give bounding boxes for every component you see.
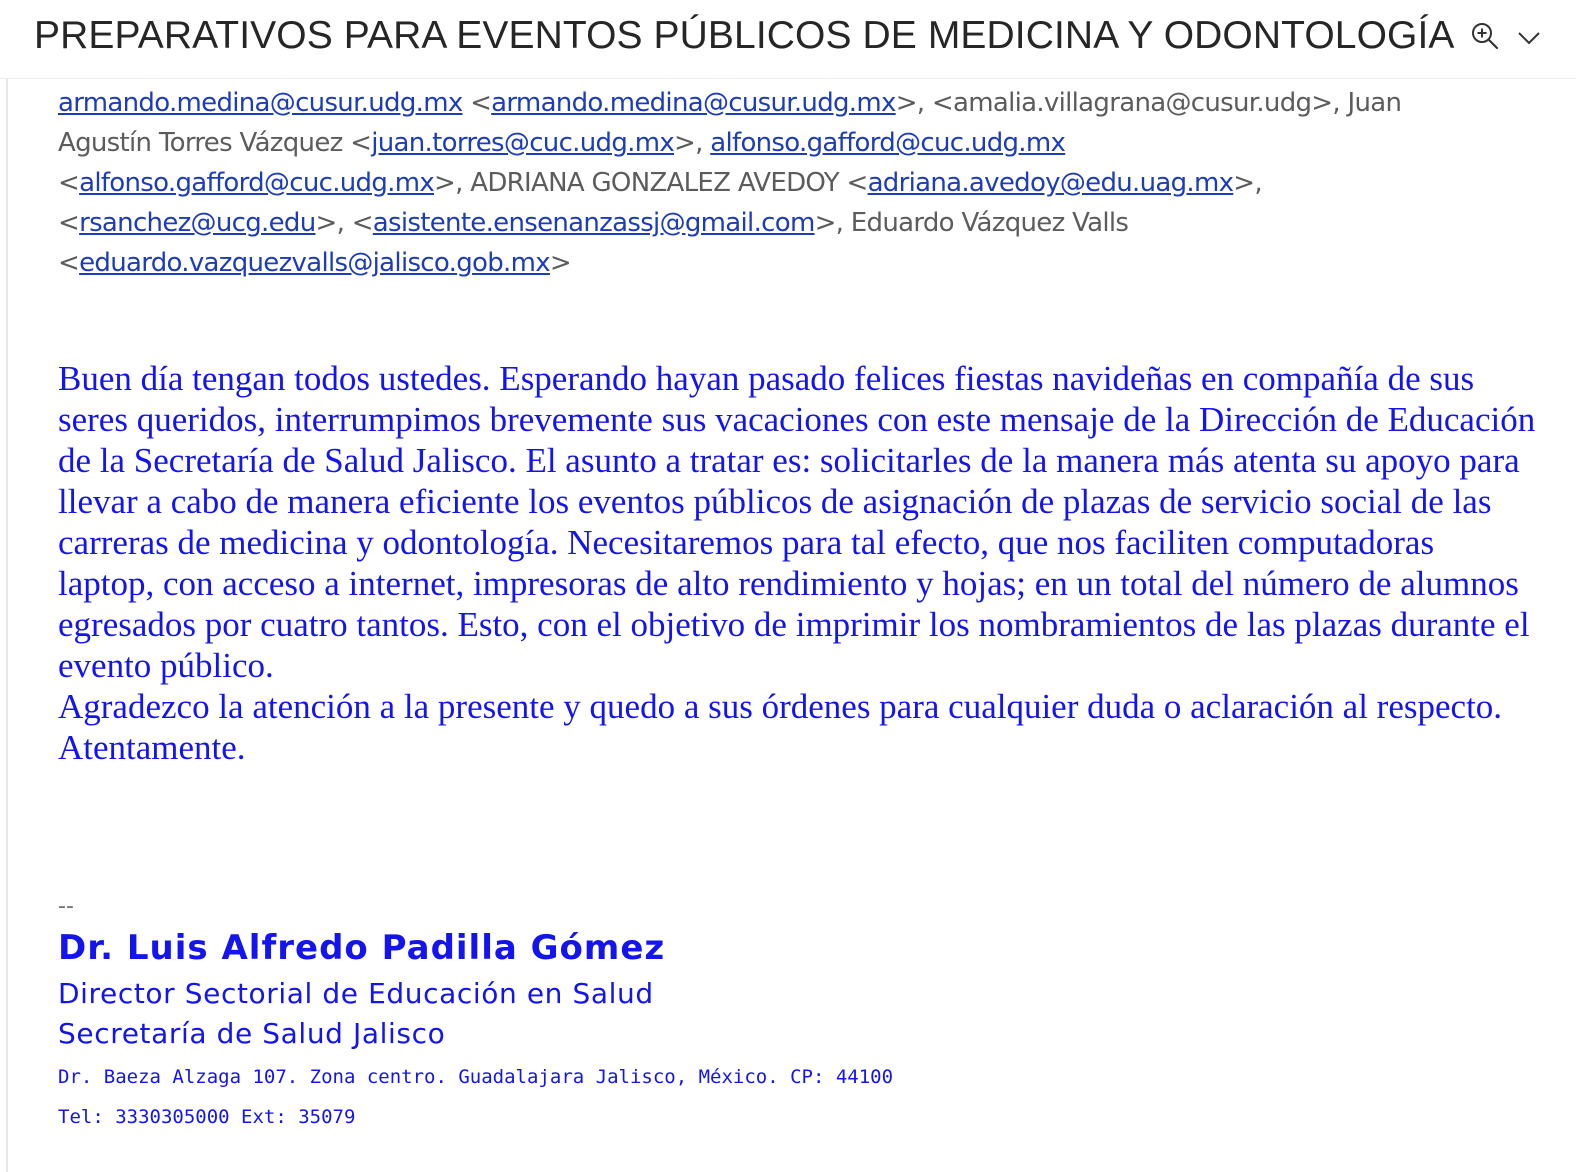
signature-phone: Tel: 3330305000 Ext: 35079 xyxy=(58,1106,356,1128)
email-link[interactable]: armando.medina@cusur.udg.mx xyxy=(491,88,896,118)
recipients-list xyxy=(58,83,1528,283)
recipients-line xyxy=(58,83,1528,123)
signature-address: Dr. Baeza Alzaga 107. Zona centro. Guadalajara Jalisco, México. CP: 44100 xyxy=(58,1066,894,1088)
email-link[interactable]: rsanchez@ucg.edu xyxy=(79,208,316,238)
email-link[interactable]: alfonso.gafford@cuc.udg.mx xyxy=(710,128,1066,158)
recipient-text: >, < xyxy=(315,208,373,238)
reading-pane-border xyxy=(6,78,8,1172)
recipient-text: < xyxy=(58,248,80,278)
email-link[interactable]: juan.torres@cuc.udg.mx xyxy=(371,128,675,158)
email-signature xyxy=(58,892,893,1137)
recipient-text: >, <amalia.villagrana@cusur.udg>, Juan xyxy=(895,88,1402,118)
message-subject: PREPARATIVOS PARA EVENTOS PÚBLICOS DE MEDICINA Y ODONTOLOGÍA xyxy=(34,14,1455,57)
recipient-text: >, xyxy=(674,128,711,158)
message-paragraph: Buen día tengan todos ustedes. Esperando hayan pasado felices fiestas navideñas en compañía de sus seres queridos, interrumpimos brevemente sus vacaciones con este mensaje de la Dirección de Educación de la Secretaría de Salud Jalisco. El asunto a tratar es: solicitarles de la manera más atenta su apoyo para llevar a cabo de manera eficiente los eventos públicos de asignación de plazas de servicio social de las carreras de medicina y odontología. Necesitaremos para tal efecto, que nos faciliten computadoras laptop, con acceso a internet, impresoras de alto rendimiento y hojas; en un total del número de alumnos egresados por cuatro tantos. Esto, con el objetivo de imprimir los nombramientos de las plazas durante el evento público. xyxy=(58,359,1536,685)
email-link[interactable]: adriana.avedoy@edu.uag.mx xyxy=(867,168,1234,198)
recipients-line xyxy=(58,123,1528,163)
message-closing: Atentamente. xyxy=(58,728,246,767)
message-body xyxy=(58,358,1538,768)
recipient-text: < xyxy=(58,168,80,198)
recipient-text: >, Eduardo Vázquez Valls xyxy=(814,208,1129,238)
recipient-text: < xyxy=(58,208,80,238)
recipient-text: < xyxy=(462,88,492,118)
recipients-line xyxy=(58,163,1528,203)
signature-role: Director Sectorial de Educación en Salud xyxy=(58,977,654,1010)
recipient-text: > xyxy=(549,248,572,278)
email-link[interactable]: alfonso.gafford@cuc.udg.mx xyxy=(79,168,435,198)
zoom-in-icon[interactable] xyxy=(1468,18,1502,56)
email-link[interactable]: asistente.ensenanzassj@gmail.com xyxy=(372,208,815,238)
recipients-line xyxy=(58,203,1528,243)
recipient-text: >, xyxy=(1233,168,1262,198)
message-paragraph: Agradezco la atención a la presente y quedo a sus órdenes para cualquier duda o aclaración al respecto. xyxy=(58,687,1503,726)
email-link[interactable]: armando.medina@cusur.udg.mx xyxy=(58,88,463,118)
header-actions xyxy=(1468,18,1546,56)
recipient-text: Agustín Torres Vázquez < xyxy=(58,128,372,158)
signature-org: Secretaría de Salud Jalisco xyxy=(58,1017,446,1050)
recipient-text: >, ADRIANA GONZALEZ AVEDOY < xyxy=(434,168,868,198)
chevron-down-icon[interactable] xyxy=(1512,18,1546,56)
recipients-line xyxy=(58,243,1528,283)
signature-name: Dr. Luis Alfredo Padilla Gómez xyxy=(58,928,666,968)
email-link[interactable]: eduardo.vazquezvalls@jalisco.gob.mx xyxy=(79,248,550,278)
message-header xyxy=(0,0,1576,79)
signature-separator: -- xyxy=(58,894,74,919)
